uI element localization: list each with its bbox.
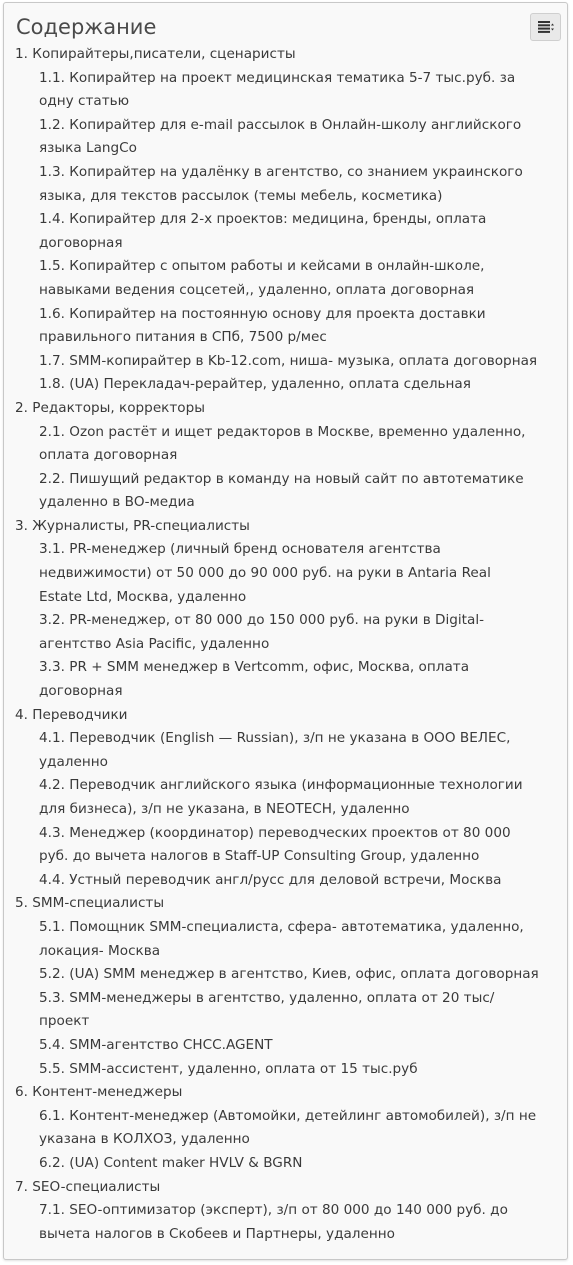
toc-section-link[interactable]: 4. Переводчики (15, 706, 128, 723)
toc-item-link[interactable] (4, 1034, 567, 1058)
toc-item-line[interactable]: 3.1. PR-менеджер (личный бренд основателя агентства (39, 541, 441, 558)
table-of-contents (3, 2, 568, 1260)
toc-item-line[interactable]: 4.1. Переводчик (English — Russian), з/п не указана в ООО ВЕЛЕС, (39, 730, 511, 747)
toc-item-line[interactable]: агентство Asia Pacific, удаленно (39, 635, 270, 652)
toc-item-line[interactable]: 2.1. Ozon растёт и ищет редакторов в Москве, временно удаленно, (39, 423, 526, 440)
toc-item-line[interactable]: 1.3. Копирайтер на удалёнку в агентство, со знанием украинского (39, 163, 523, 180)
toc-section-link[interactable]: 2. Редакторы, корректоры (15, 399, 205, 416)
list-toggle-icon (538, 21, 554, 33)
toc-item-link[interactable] (4, 255, 567, 302)
toc-item-link[interactable] (4, 161, 567, 208)
toc-item-link[interactable] (4, 1152, 567, 1176)
toc-section-link[interactable]: 7. SEO-специалисты (15, 1178, 161, 1195)
toc-item-line[interactable]: языка LangCo (39, 140, 137, 157)
toc-item-line[interactable]: 1.4. Копирайтер для 2-х проектов: медицина, бренды, оплата (39, 211, 487, 228)
toc-item-line[interactable]: 4.2. Переводчик английского языка (информационные технологии (39, 777, 523, 794)
toc-section-link[interactable]: 1. Копирайтеры,писатели, сценаристы (15, 46, 296, 62)
toc-section-link[interactable]: 5. SMM-специалисты (15, 895, 165, 912)
toc-item-line[interactable]: для бизнеса), з/п не указана, в NEOTECH, удаленно (39, 801, 410, 817)
toc-section (4, 43, 567, 397)
toc-item-line[interactable]: 1.6. Копирайтер на постоянную основу для проекта доставки (39, 305, 486, 322)
toc-item-link[interactable] (4, 373, 567, 397)
toc-item-line[interactable]: 4.4. Устный переводчик англ/русс для деловой встречи, Москва (39, 871, 502, 888)
toc-item-line[interactable]: 1.5. Копирайтер с опытом работы и кейсами в онлайн-школе, (39, 258, 485, 275)
toc-item-line[interactable]: 1.1. Копирайтер на проект медицинская тематика 5-7 тыс.руб. за (39, 69, 516, 86)
toc-item-line[interactable]: удаленно в ВО-медиа (39, 494, 195, 511)
toc-section-link[interactable]: 6. Контент-менеджеры (15, 1084, 183, 1101)
toc-item-link[interactable] (4, 774, 567, 821)
toc-item-line[interactable]: 1.7. SMM-копирайтер в Kb-12.com, ниша- музыка, оплата договорная (39, 352, 538, 369)
toc-item-link[interactable] (4, 468, 567, 515)
toc-item-line[interactable]: руб. до вычета налогов в Staff-UP Consulting Group, удаленно (39, 848, 480, 865)
toc-item-link[interactable] (4, 1058, 567, 1082)
toc-item-link[interactable] (4, 303, 567, 350)
toc-item-line[interactable]: одну статью (39, 93, 130, 110)
toc-item-line[interactable]: 5.3. SMM-менеджеры в агентство, удаленно, оплата от 20 тыс/ (39, 989, 495, 1006)
toc-item-line[interactable]: недвижимости) от 50 000 до 90 000 руб. на руки в Antaria Real (39, 565, 491, 582)
toc-item-link[interactable] (4, 538, 567, 609)
toc-item-line[interactable]: проект (39, 1013, 90, 1030)
toc-item-line[interactable]: 2.2. Пишущий редактор в команду на новый сайт по автотематике (39, 470, 524, 487)
toc-item-line[interactable]: 6.1. Контент-менеджер (Автомойки, детейлинг автомобилей), з/п не (39, 1107, 537, 1124)
toc-item-line[interactable]: навыками ведения соцсетей,, удаленно, оплата договорная (39, 281, 475, 298)
toc-item-link[interactable] (4, 1199, 567, 1246)
toc-item-line[interactable]: 1.2. Копирайтер для e-mail рассылок в Онлайн-школу английского (39, 116, 522, 133)
toc-item-link[interactable] (4, 1105, 567, 1152)
toc-toggle-button[interactable] (530, 13, 561, 41)
toc-section (4, 515, 567, 704)
toc-item-link[interactable] (4, 963, 567, 987)
toc-item-link[interactable] (4, 421, 567, 468)
toc-item-link[interactable] (4, 869, 567, 893)
toc-section (4, 704, 567, 893)
toc-item-line[interactable]: 5.4. SMM-агентство CHCC.AGENT (39, 1036, 273, 1053)
toc-item-link[interactable] (4, 114, 567, 161)
toc-item-line[interactable]: правильного питания в СПб, 7500 р/мес (39, 329, 327, 346)
toc-item-line[interactable]: локация- Москва (39, 942, 161, 959)
toc-item-link[interactable] (4, 822, 567, 869)
toc-section (4, 892, 567, 1081)
toc-item-line[interactable]: договорная (39, 234, 123, 251)
toc-item-line[interactable]: удаленно (39, 753, 108, 770)
toc-section (4, 1176, 567, 1247)
toc-item-line[interactable]: языка, для текстов рассылок (темы мебель, косметика) (39, 187, 443, 204)
toc-item-line[interactable]: 3.3. PR + SMM менеджер в Vertcomm, офис, Москва, оплата (39, 659, 470, 676)
toc-item-link[interactable] (4, 656, 567, 703)
toc-item-line[interactable]: 7.1. SEO-оптимизатор (эксперт), з/п от 80 000 до 140 000 руб. до (39, 1202, 508, 1219)
toc-list (4, 43, 567, 1246)
toc-item-link[interactable] (4, 987, 567, 1034)
toc-item-line[interactable]: 5.5. SMM-ассистент, удаленно, оплата от 15 тыс.руб (39, 1060, 418, 1077)
toc-item-line[interactable]: 5.2. (UA) SMM менеджер в агентство, Киев, офис, оплата договорная (39, 966, 539, 983)
toc-item-line[interactable]: 1.8. (UA) Перекладач-рерайтер, удаленно, оплата сдельная (39, 376, 471, 393)
toc-item-link[interactable] (4, 727, 567, 774)
toc-item-line[interactable]: 4.3. Менеджер (координатор) переводческих проектов от 80 000 (39, 824, 511, 841)
toc-section-link[interactable]: 3. Журналисты, PR-специалисты (15, 517, 250, 534)
toc-item-link[interactable] (4, 350, 567, 374)
toc-item-line[interactable]: 6.2. (UA) Content maker HVLV & BGRN (39, 1154, 303, 1171)
toc-item-line[interactable]: указана в КОЛХОЗ, удаленно (39, 1131, 250, 1148)
toc-item-link[interactable] (4, 916, 567, 963)
toc-section (4, 397, 567, 515)
toc-item-line[interactable]: Estate Ltd, Москва, удаленно (39, 588, 247, 605)
toc-title: Содержание (16, 15, 157, 39)
toc-item-line[interactable]: договорная (39, 683, 123, 700)
toc-item-link[interactable] (4, 67, 567, 114)
toc-item-line[interactable]: вычета налогов в Скобеев и Партнеры, удаленно (39, 1225, 395, 1242)
toc-item-line[interactable]: 5.1. Помощник SMM-специалиста, сфера- автотематика, удаленно, (39, 918, 524, 935)
toc-item-link[interactable] (4, 609, 567, 656)
toc-item-link[interactable] (4, 208, 567, 255)
toc-item-line[interactable]: 3.2. PR-менеджер, от 80 000 до 150 000 руб. на руки в Digital- (39, 612, 485, 629)
toc-section (4, 1081, 567, 1175)
toc-item-line[interactable]: оплата договорная (39, 447, 178, 464)
